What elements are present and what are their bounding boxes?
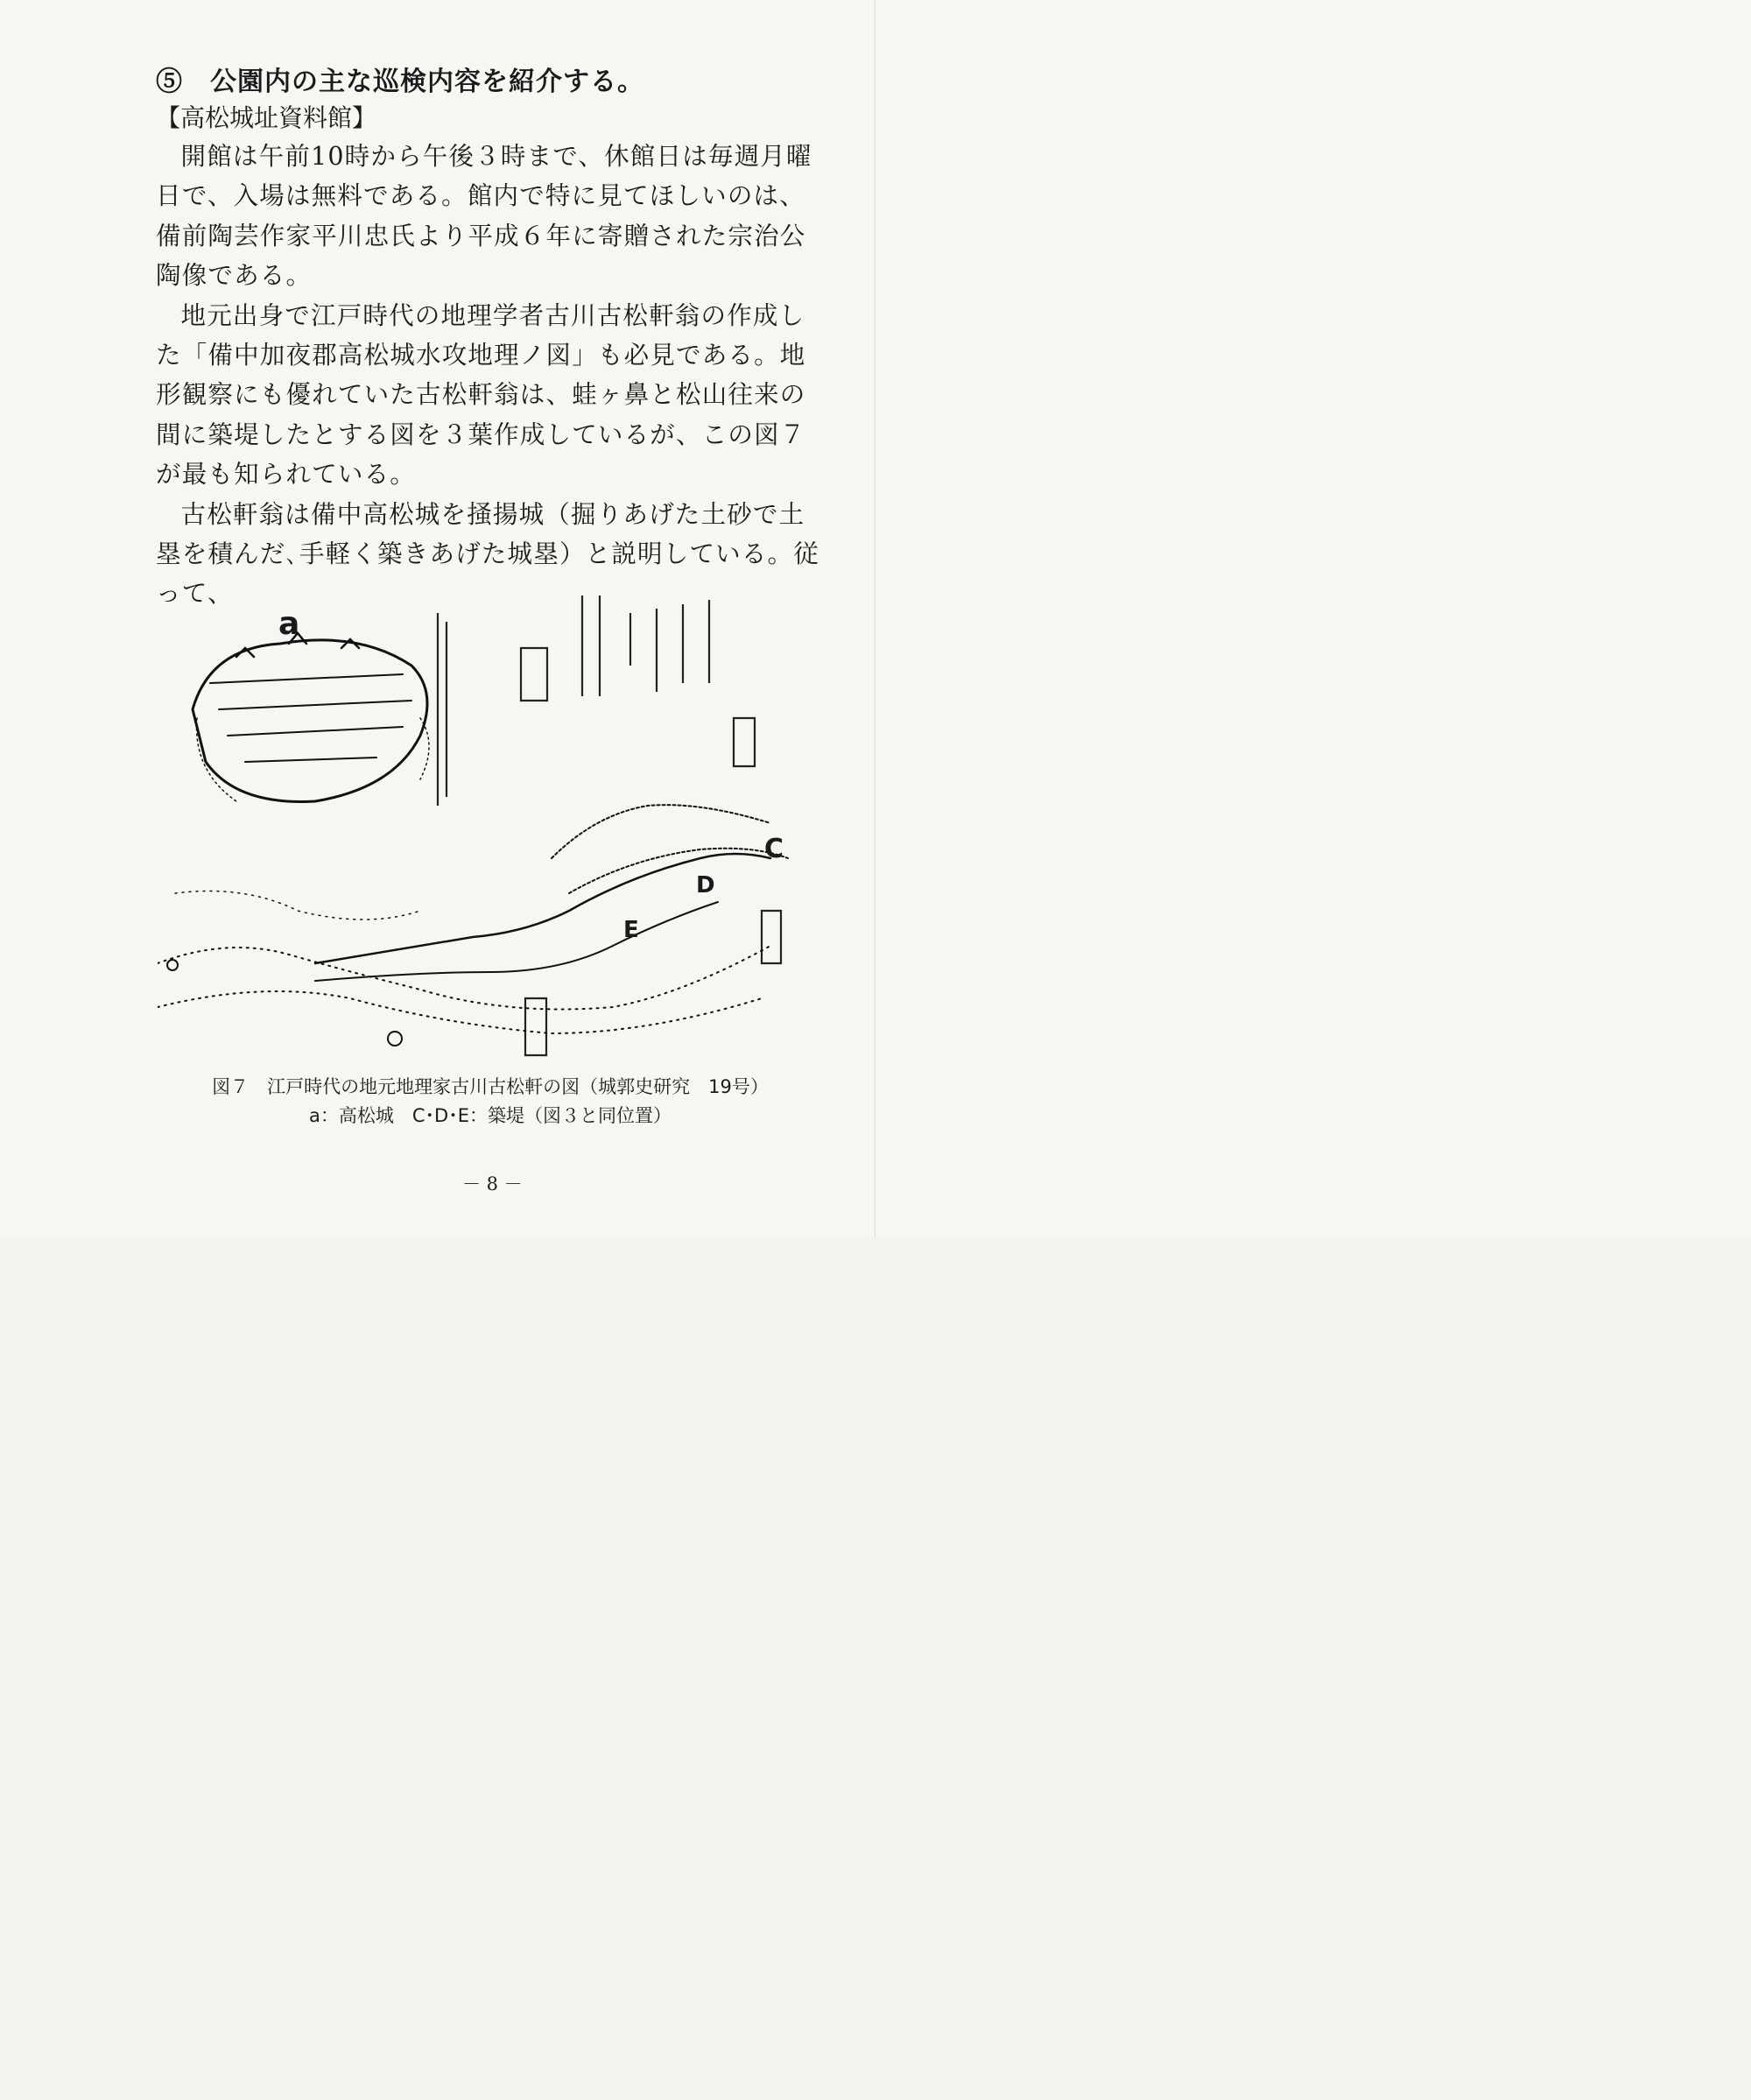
figure-label-e: E (623, 917, 639, 943)
figure-7-map (158, 595, 823, 1064)
left-page (0, 0, 876, 1237)
handwritten-notes (438, 595, 781, 1055)
subheading: 【高松城址資料館】 (156, 103, 377, 132)
page-number: － 8 － (462, 1173, 523, 1194)
section-heading: ⑤ 公園内の主な巡検内容を紹介する。 (156, 67, 644, 97)
castle-sketch (193, 633, 429, 801)
right-page (876, 0, 1751, 1237)
figure-label-a: a (278, 606, 300, 642)
caption-line: a：高松城 C･D･E：築堤（図３と同位置） (309, 1105, 672, 1126)
figure-label-d: D (696, 872, 715, 898)
paragraph: 古松軒翁は備中高松城を掻揚城（掘りあげた土砂で土塁を積んだ､手軽く築きあげた城塁）と説明している。従って、 (156, 499, 819, 609)
figure-7-caption (175, 1073, 805, 1131)
figure-label-c: C (764, 834, 784, 864)
paragraph: 開館は午前10時から午後３時まで、休館日は毎週月曜日で、入場は無料である。館内で特に見てほしいのは、備前陶芸作家平川忠氏より平成６年に寄贈された宗治公陶像である。 (156, 142, 812, 291)
paragraph: 地元出身で江戸時代の地理学者古川古松軒翁の作成した「備中加夜郡高松城水攻地理ノ図」も必見である。地形観察にも優れていた古松軒翁は、蛙ヶ鼻と松山往来の間に築堤したとする図を３葉作成しているが、この図７が最も知られている。 (156, 300, 806, 490)
caption-line: 図７ 江戸時代の地元地理家古川古松軒の図（城郭史研究 19号） (212, 1076, 769, 1097)
left-body-text (156, 137, 821, 614)
